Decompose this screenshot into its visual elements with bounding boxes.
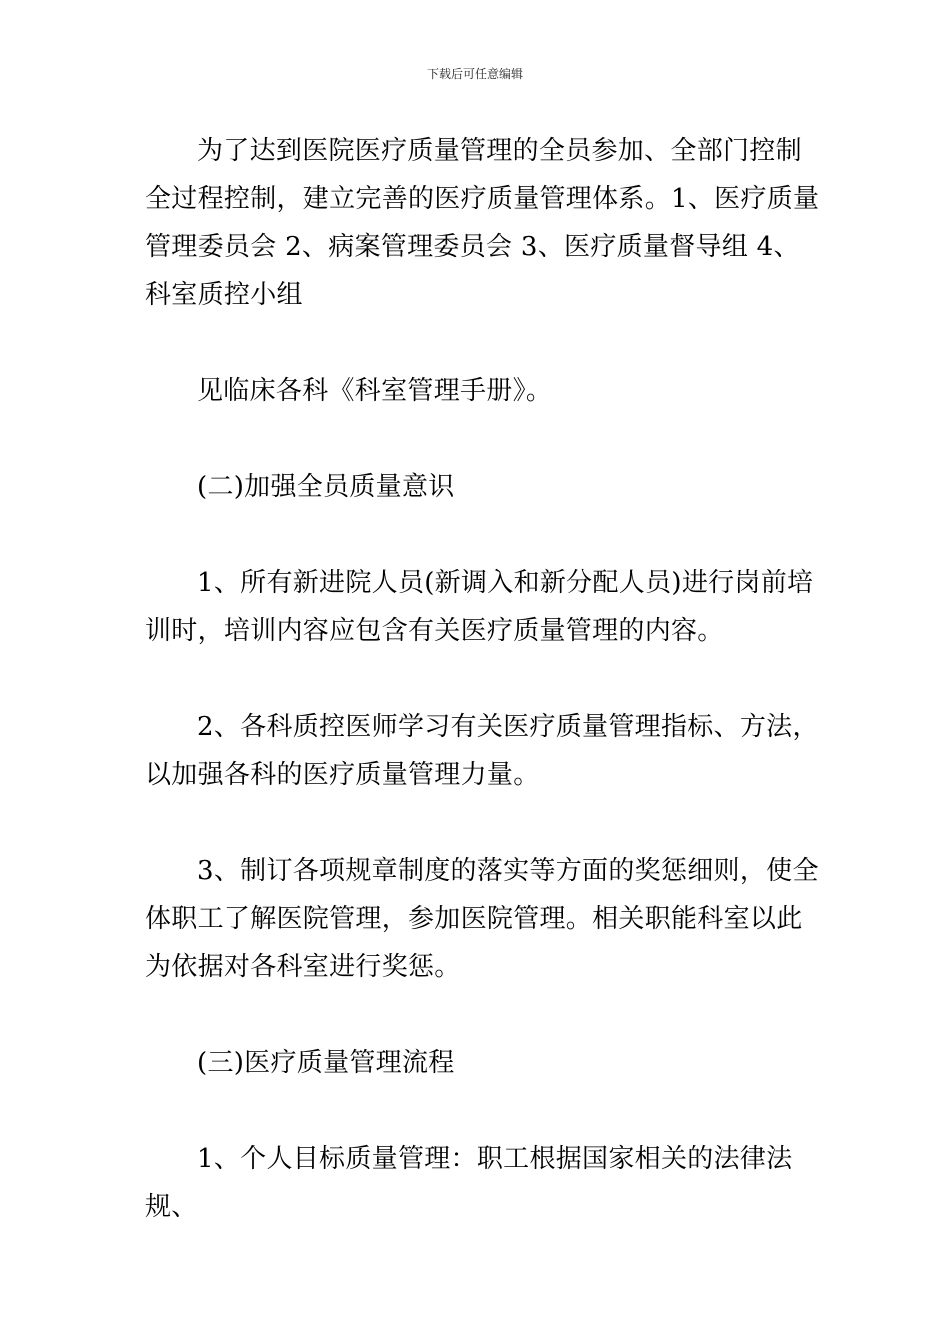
paragraph-department-manual: 见临床各科《科室管理手册》。 — [197, 376, 553, 406]
paragraph-reward-rules: 3、制订各项规章制度的落实等方面的奖惩细则，使全体职工了解医院管理，参加医院管理。相关职能科室以此为依据对各科室进行奖惩。 — [145, 856, 819, 982]
paragraph-personal-quality: 1、个人目标质量管理：职工根据国家相关的法律法规、 — [145, 1144, 793, 1222]
document-body — [145, 127, 825, 1231]
paragraph-quality-doctors: 2、各科质控医师学习有关医疗质量管理指标、方法，以加强各科的医疗质量管理力量。 — [145, 712, 819, 790]
section-heading-quality-process: (三)医疗质量管理流程 — [197, 1048, 455, 1078]
page-header: 下载后可任意编辑 — [426, 67, 523, 81]
paragraph-quality-system: 为了达到医院医疗质量管理的全员参加、全部门控制全过程控制，建立完善的医疗质量管理体系。1、医疗质量管理委员会 2、病案管理委员会 3、医疗质量督导组 4、科室质控小组 — [145, 136, 820, 310]
section-heading-quality-awareness: (二)加强全员质量意识 — [197, 472, 455, 502]
paragraph-training: 1、所有新进院人员(新调入和新分配人员)进行岗前培训时，培训内容应包含有关医疗质量管理的内容。 — [145, 568, 814, 646]
